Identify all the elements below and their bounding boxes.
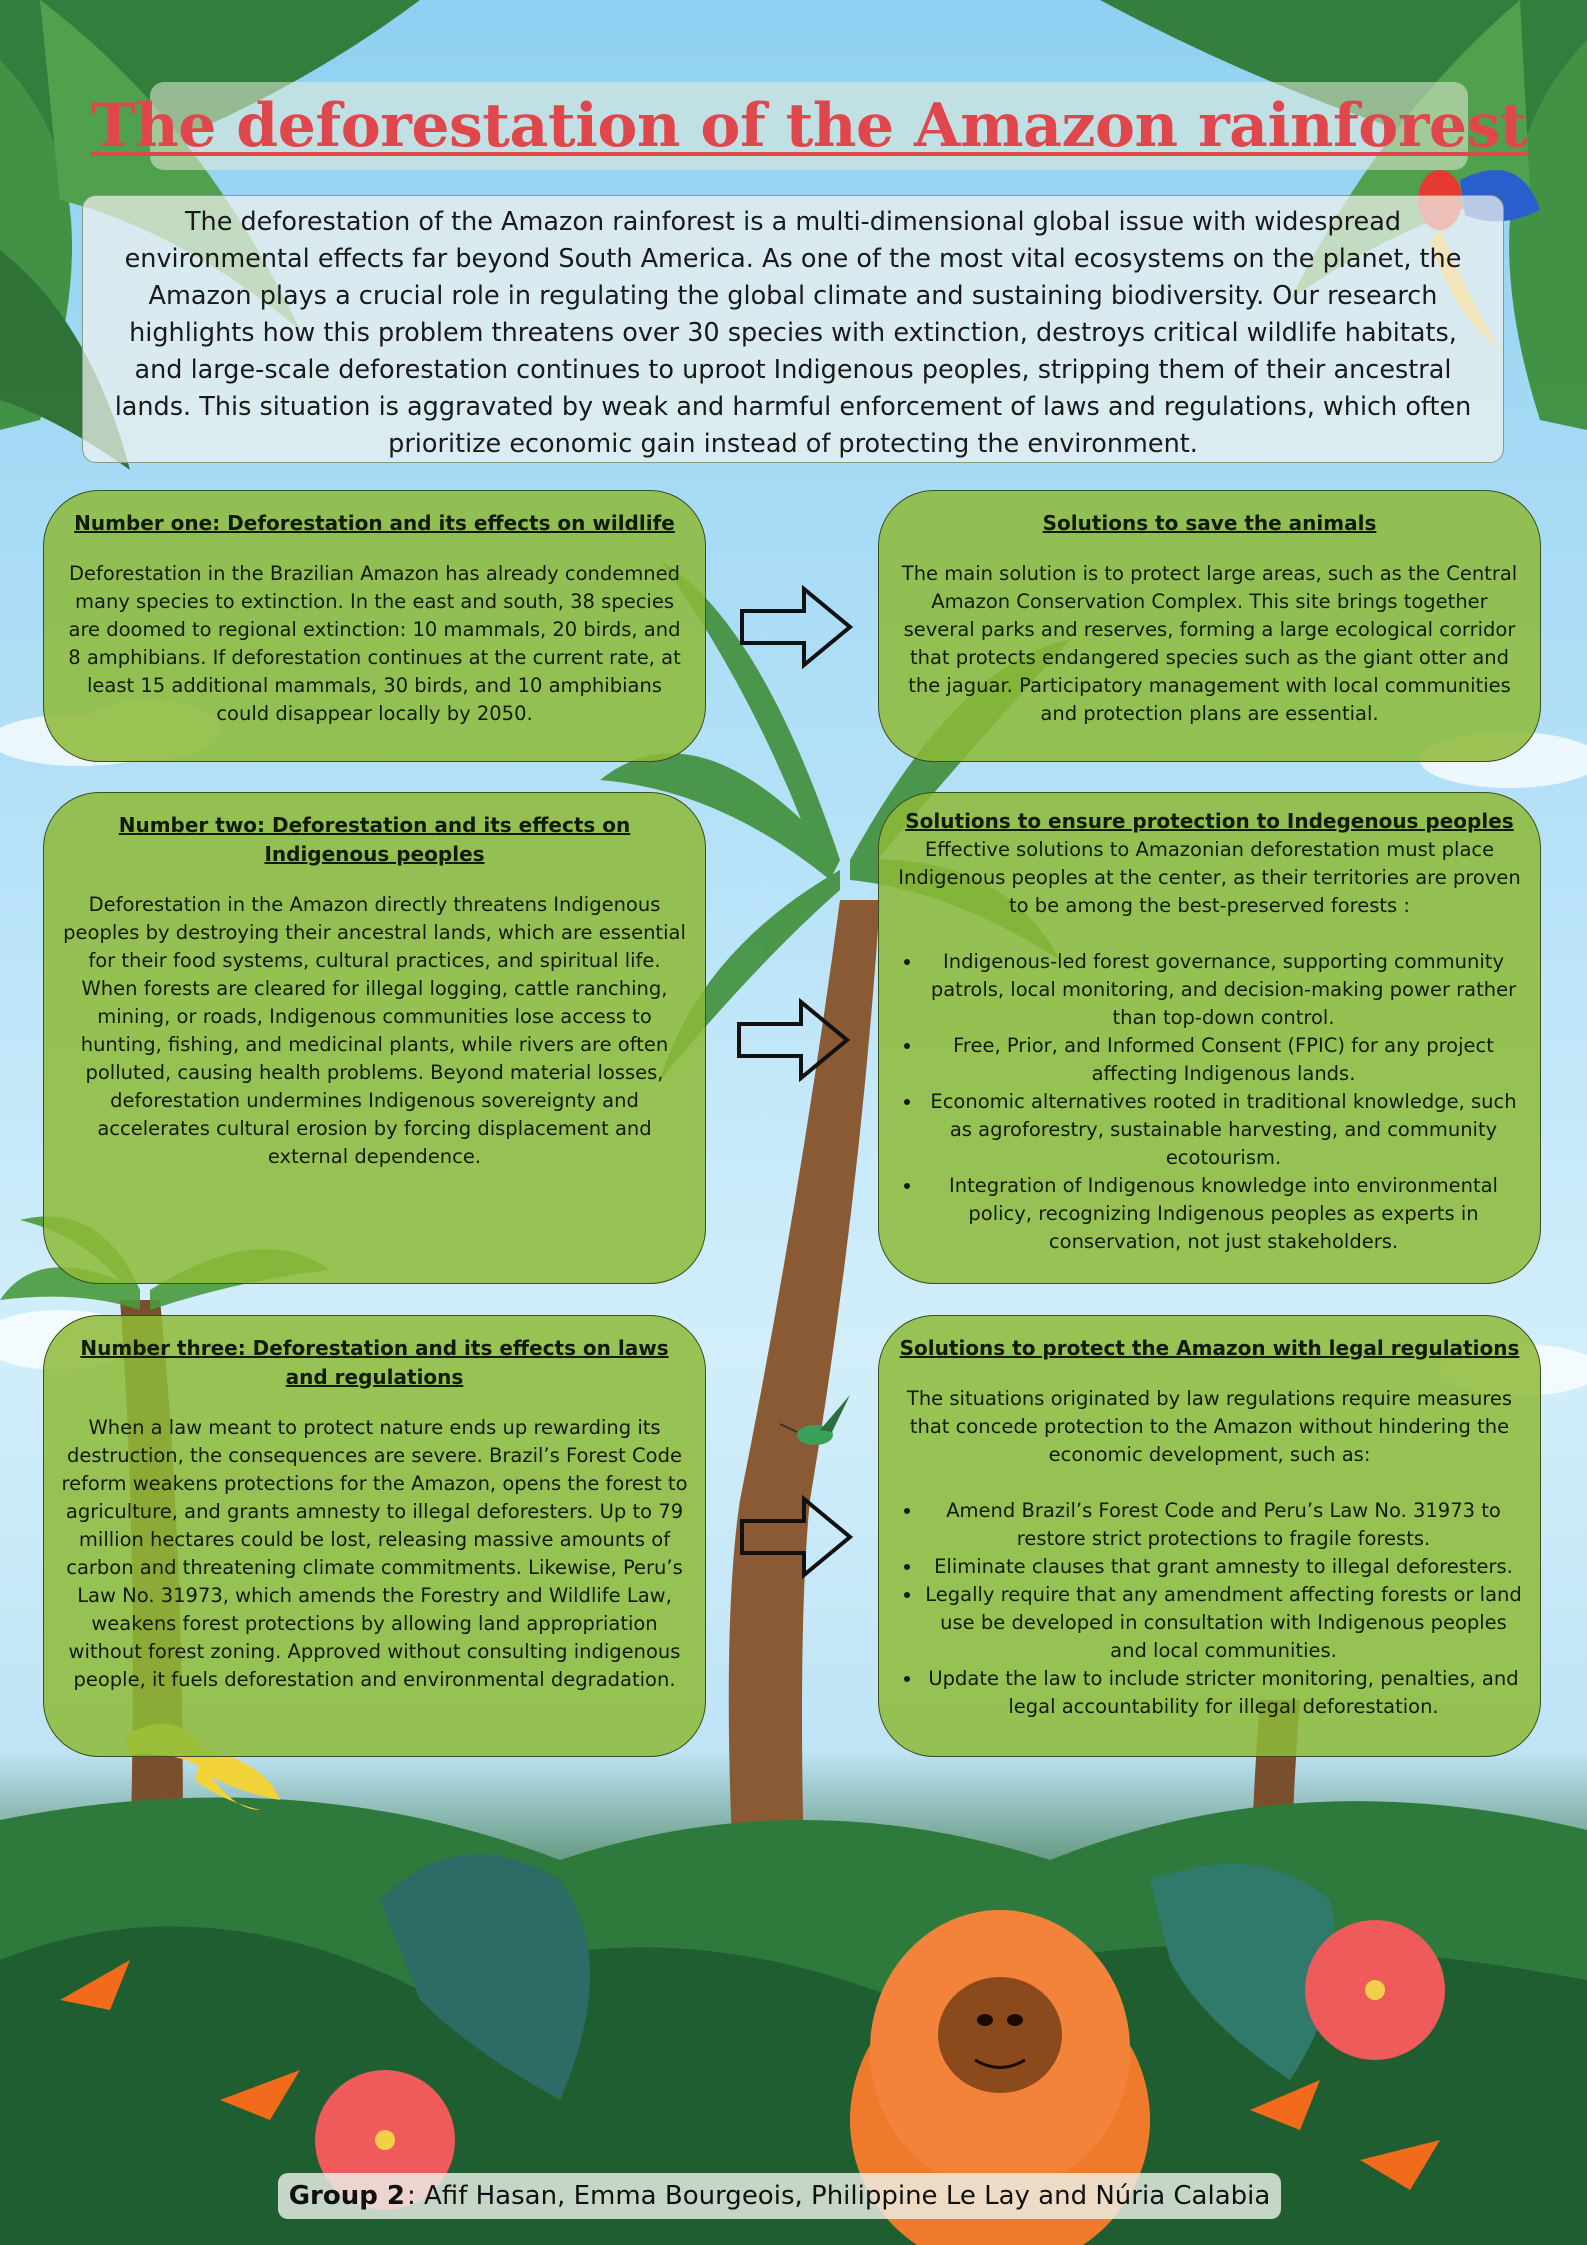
solution-bullet: • Amend Brazil’s Forest Code and Peru’s Law No. 31973 to restore strict protections to fragile forests.: [923, 1497, 1524, 1553]
group-credits: [278, 2173, 1281, 2219]
arrow-right-icon: [735, 998, 853, 1082]
group-members: : Afif Hasan, Emma Bourgeois, Philippine Le Lay and Núria Calabia: [407, 2181, 1271, 2211]
solution-text: The situations originated by law regulations require measures that concede protection to the Amazon without hindering the economic development, such as:: [906, 1387, 1513, 1466]
title-banner: [90, 82, 1528, 170]
problem-text: When a law meant to protect nature ends up rewarding its destruction, the consequences are severe. Brazil’s Forest Code reform weakens protections for the Amazon, opens the forest to agriculture, and grants amnesty to illegal deforesters. Up to 79 million hectares could be lost, releasing massive amounts of carbon and threatening climate commitments. Likewise, Peru’s Law No. 31973, which amends the Forestry and Wildlife Law, weakens forest protections by allowing land appropriation without forest zoning. Approved without consulting indigenous people, it fuels deforestation and environmental degradation.: [61, 1416, 688, 1691]
problem-box-indigenous: [43, 792, 706, 1284]
solution-text: The main solution is to protect large areas, such as the Central Amazon Conservation Complex. This site brings together several parks and reserves, forming a large ecological corridor that protects endangered species such as the giant otter and the jaguar. Participatory management with local communities and protection plans are essential.: [901, 562, 1518, 725]
arrow-right-icon: [738, 585, 856, 669]
problem-box-wildlife: [43, 490, 706, 762]
solution-box-animals: [878, 490, 1541, 762]
arrow-right-icon: [738, 1495, 856, 1579]
poster-title: The deforestation of the Amazon rainforest: [90, 91, 1528, 161]
solution-bullet: • Integration of Indigenous knowledge into environmental policy, recognizing Indigenous peoples as experts in conservation, not just stakeholders.: [923, 1172, 1524, 1256]
solution-heading: Solutions to protect the Amazon with legal regulations: [899, 1336, 1520, 1360]
solution-bullet-list: [895, 1497, 1524, 1721]
intro-paragraph: The deforestation of the Amazon rainforest is a multi-dimensional global issue with widespread environmental effects far beyond South America. As one of the most vital ecosystems on the planet, the Amazon plays a crucial role in regulating the global climate and sustaining biodiversity. Our research highlights how this problem threatens over 30 species with extinction, destroys critical wildlife habitats, and large-scale deforestation continues to uproot Indigenous peoples, stripping them of their ancestral lands. This situation is aggravated by weak and harmful enforcement of laws and regulations, which often prioritize economic gain instead of protecting the environment.: [82, 195, 1504, 463]
solution-bullet: • Economic alternatives rooted in traditional knowledge, such as agroforestry, sustainable harvesting, and community ecotourism.: [923, 1088, 1524, 1172]
solution-bullet-list: [895, 948, 1524, 1256]
solution-bullet: • Indigenous-led forest governance, supporting community patrols, local monitoring, and decision-making power rather than top-down control.: [923, 948, 1524, 1032]
solution-bullet: • Eliminate clauses that grant amnesty to illegal deforesters.: [923, 1553, 1524, 1581]
solution-text: Effective solutions to Amazonian deforestation must place Indigenous peoples at the center, as their territories are proven to be among the best-preserved forests :: [898, 838, 1521, 917]
problem-text: Deforestation in the Brazilian Amazon has already condemned many species to extinction. In the east and south, 38 species are doomed to regional extinction: 10 mammals, 20 birds, and 8 amphibians. If deforestation continues at the current rate, at least 15 additional mammals, 30 birds, and 10 amphibians could disappear locally by 2050.: [68, 562, 681, 725]
solution-box-indigenous: [878, 792, 1541, 1284]
problem-heading: Number three: Deforestation and its effects on laws and regulations: [80, 1336, 669, 1389]
group-label: Group 2: [288, 2181, 405, 2211]
problem-heading: Number one: Deforestation and its effects on wildlife: [74, 511, 675, 535]
problem-heading: Number two: Deforestation and its effects on Indigenous peoples: [118, 813, 631, 866]
problem-text: Deforestation in the Amazon directly threatens Indigenous peoples by destroying their ancestral lands, which are essential for their food systems, cultural practices, and spiritual life. When forests are cleared for illegal logging, cattle ranching, mining, or roads, Indigenous communities lose access to hunting, fishing, and medicinal plants, while rivers are often polluted, causing health problems. Beyond material losses, deforestation undermines Indigenous sovereignty and accelerates cultural erosion by forcing displacement and external dependence.: [63, 893, 686, 1168]
solution-bullet: • Update the law to include stricter monitoring, penalties, and legal accountability for illegal deforestation.: [923, 1665, 1524, 1721]
solution-heading: Solutions to ensure protection to Indegenous peoples: [905, 809, 1514, 833]
solution-bullet: • Free, Prior, and Informed Consent (FPIC) for any project affecting Indigenous lands.: [923, 1032, 1524, 1088]
problem-box-laws: [43, 1315, 706, 1757]
solution-bullet: • Legally require that any amendment affecting forests or land use be developed in consultation with Indigenous peoples and local communities.: [923, 1581, 1524, 1665]
solution-box-legal: [878, 1315, 1541, 1757]
solution-heading: Solutions to save the animals: [1042, 511, 1377, 535]
